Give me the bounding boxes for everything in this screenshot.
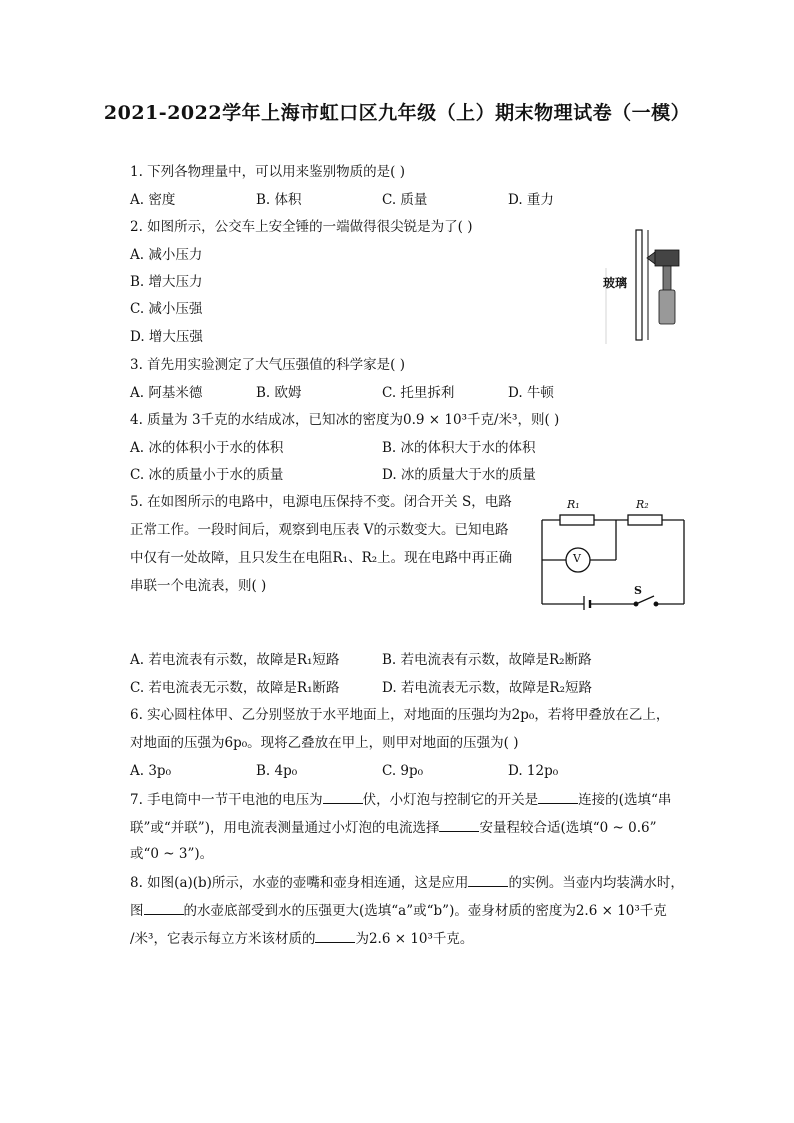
q8-blank-2[interactable]	[144, 900, 184, 915]
q8-text-3: 图	[130, 903, 144, 919]
question-8-line-1	[130, 872, 684, 892]
circuit-figure	[538, 500, 688, 610]
q4-option-d: D. 冰的质量大于水的质量	[382, 467, 536, 483]
question-5-line-3: 中仅有一处故障，且只发生在电阻R₁、R₂上。现在电路中再正确	[130, 550, 513, 566]
q2-option-b: B. 增大压力	[130, 274, 203, 290]
q6-option-d: D. 12p₀	[508, 763, 559, 779]
q1-option-b: B. 体积	[256, 192, 302, 208]
question-2-stem: 2. 如图所示，公交车上安全锤的一端做得很尖锐是为了( )	[130, 219, 473, 235]
q8-blank-1[interactable]	[468, 872, 508, 887]
q4-option-a: A. 冰的体积小于水的体积	[130, 440, 284, 456]
exam-title: 2021-2022学年上海市虹口区九年级（上）期末物理试卷（一模）	[103, 102, 691, 124]
glass-label: 玻璃	[603, 276, 628, 290]
q8-text-1: 8. 如图(a)(b)所示，水壶的壶嘴和壶身相连通，这是应用	[130, 875, 469, 891]
q2-option-d: D. 增大压强	[130, 329, 203, 345]
q4-option-b: B. 冰的体积大于水的体积	[382, 440, 536, 456]
question-7-line-1	[130, 789, 671, 809]
question-6-line-2: 对地面的压强为6p₀。现将乙叠放在甲上，则甲对地面的压强为( )	[130, 735, 519, 751]
q1-option-d: D. 重力	[508, 192, 554, 208]
voltmeter-label: V	[573, 552, 581, 565]
safety-hammer-figure	[603, 228, 685, 346]
question-4-stem: 4. 质量为 3千克的水结成冰，已知冰的密度为0.9 × 10³千克/米³，则( )	[130, 412, 560, 428]
q1-option-c: C. 质量	[382, 192, 428, 208]
question-8-line-2	[130, 900, 667, 920]
switch-label: S	[634, 584, 642, 597]
q6-option-a: A. 3p₀	[130, 763, 171, 779]
q7-blank-3[interactable]	[439, 817, 479, 832]
q7-blank-1[interactable]	[323, 789, 363, 804]
q7-text-4: 联”或“并联”)，用电流表测量通过小灯泡的电流选择	[130, 820, 440, 836]
q7-text-1: 7. 手电筒中一节干电池的电压为	[130, 792, 323, 808]
q1-option-a: A. 密度	[130, 192, 176, 208]
question-7-line-2	[130, 817, 657, 837]
q5-option-a: A. 若电流表有示数，故障是R₁短路	[130, 652, 340, 668]
circuit-drawing	[538, 500, 688, 610]
q5-option-c: C. 若电流表无示数，故障是R₁断路	[130, 680, 340, 696]
question-8-line-3	[130, 928, 473, 948]
q7-blank-2[interactable]	[538, 789, 578, 804]
q3-option-a: A. 阿基米德	[130, 385, 203, 401]
q2-option-c: C. 减小压强	[130, 301, 203, 317]
q3-option-c: C. 托里拆利	[382, 385, 455, 401]
question-5-line-2: 正常工作。一段时间后，观察到电压表 V的示数变大。已知电路	[130, 522, 509, 538]
q6-option-c: C. 9p₀	[382, 763, 424, 779]
r2-label: R₂	[636, 498, 649, 511]
q8-text-2: 的实例。当壶内均装满水时，	[508, 875, 684, 891]
question-6-line-1: 6. 实心圆柱体甲、乙分别竖放于水平地面上，对地面的压强均为2p₀，若将甲叠放在乙上，	[130, 707, 670, 723]
q7-text-2: 伏，小灯泡与控制它的开关是	[362, 792, 539, 808]
question-5-line-1: 5. 在如图所示的电路中，电源电压保持不变。闭合开关 S，电路	[130, 494, 512, 510]
question-3-stem: 3. 首先用实验测定了大气压强值的科学家是( )	[130, 357, 405, 373]
q8-text-5: /米³，它表示每立方米该材质的	[130, 931, 316, 947]
question-1-stem: 1. 下列各物理量中，可以用来鉴别物质的是( )	[130, 164, 405, 180]
q3-option-b: B. 欧姆	[256, 385, 302, 401]
q4-option-c: C. 冰的质量小于水的质量	[130, 467, 284, 483]
q5-option-b: B. 若电流表有示数，故障是R₂断路	[382, 652, 592, 668]
q2-option-a: A. 减小压力	[130, 247, 203, 263]
q5-option-d: D. 若电流表无示数，故障是R₂短路	[382, 680, 593, 696]
q6-option-b: B. 4p₀	[256, 763, 298, 779]
q8-blank-3[interactable]	[315, 928, 355, 943]
q7-text-3: 连接的(选填“串	[578, 792, 672, 808]
q8-text-4: 的水壶底部受到水的压强更大(选填“a”或“b”)。壶身材质的密度为2.6 × 10³千克	[183, 903, 667, 919]
r1-label: R₁	[567, 498, 580, 511]
question-7-line-3: 或“0 ~ 3”)。	[130, 846, 214, 862]
question-5-line-4: 串联一个电流表，则( )	[130, 578, 267, 594]
q7-text-5: 安量程较合适(选填“0 ~ 0.6”	[479, 820, 657, 836]
q8-text-6: 为2.6 × 10³千克。	[355, 931, 474, 947]
q3-option-d: D. 牛顿	[508, 385, 554, 401]
